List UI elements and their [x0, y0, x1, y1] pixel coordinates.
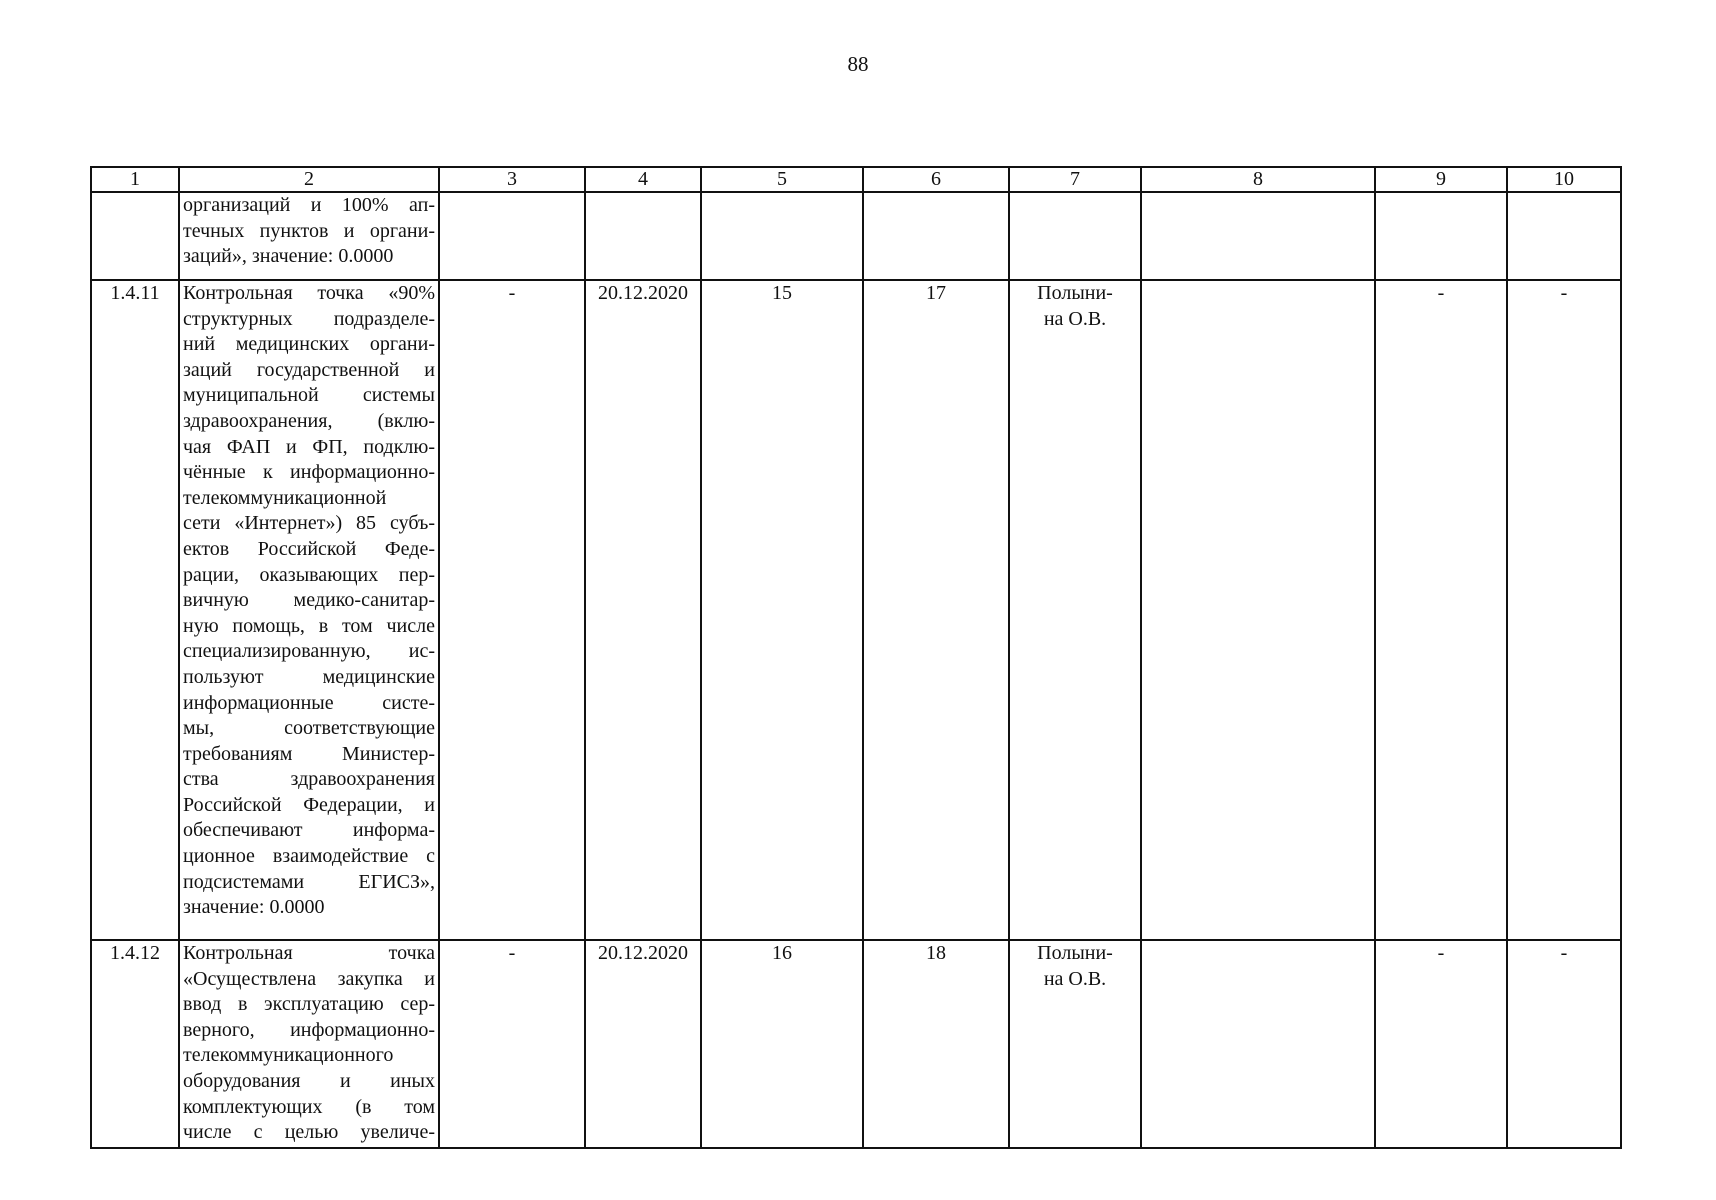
column-header: 3 [439, 167, 585, 192]
cell-col5: 15 [701, 280, 863, 940]
description-line: подсистемами ЕГИСЗ», [183, 870, 435, 893]
description-line: телекоммуникационной [183, 486, 387, 509]
responsible-line: на О.В. [1043, 307, 1107, 330]
description-line: течных пунктов и органи- [183, 219, 435, 242]
cell-col5: 16 [701, 940, 863, 1148]
row-description [179, 192, 439, 280]
description-line: пользуют медицинские [183, 665, 435, 688]
responsible-line: Полыни- [1037, 942, 1113, 964]
cell-col8 [1141, 940, 1375, 1148]
column-header: 2 [179, 167, 439, 192]
cell-col3: - [439, 280, 585, 940]
cell-col8 [1141, 280, 1375, 940]
description-line: Контрольная точка [183, 942, 435, 964]
cell-col7 [1009, 280, 1141, 940]
description-line: чая ФАП и ФП, подклю- [183, 435, 435, 458]
row-number: 1.4.11 [91, 280, 179, 940]
responsible-line: на О.В. [1043, 967, 1107, 990]
description-line: здравоохранения, (вклю- [183, 409, 435, 432]
column-header: 6 [863, 167, 1009, 192]
header-row [91, 167, 1621, 192]
description-line: ную помощь, в том числе [183, 614, 435, 637]
column-header: 9 [1375, 167, 1507, 192]
description-line: комплектующих (в том [183, 1095, 435, 1118]
table-row [91, 280, 1621, 940]
description-line: сети «Интернет») 85 субъ- [183, 512, 435, 535]
description-line: ввод в эксплуатацию сер- [183, 993, 435, 1016]
description-line: требованиям Министер- [183, 742, 435, 765]
plan-table [90, 166, 1622, 1149]
description-line: муниципальной системы [183, 384, 435, 407]
description-line: Российской Федерации, и [183, 793, 435, 816]
column-header: 1 [91, 167, 179, 192]
row-description [179, 940, 439, 1148]
cell-col6: 18 [863, 940, 1009, 1148]
description-line: рации, оказывающих пер- [183, 563, 435, 586]
cell-col7 [1009, 192, 1141, 280]
column-header: 4 [585, 167, 701, 192]
description-line: оборудования и иных [183, 1069, 435, 1092]
description-line: Контрольная точка «90% [183, 282, 435, 304]
description-line: ства здравоохранения [183, 768, 435, 791]
description-line: телекоммуникационного [183, 1044, 394, 1067]
description-line: структурных подразделе- [183, 307, 435, 330]
cell-col4 [585, 192, 701, 280]
column-header: 8 [1141, 167, 1375, 192]
cell-col9 [1375, 192, 1507, 280]
description-line: вичную медико-санитар- [183, 589, 435, 612]
description-line: мы, соответствующие [183, 717, 435, 740]
description-line: верного, информационно- [183, 1018, 435, 1041]
description-line: ний медицинских органи- [183, 333, 435, 356]
description-line: информационные систе- [183, 691, 435, 714]
cell-col10: - [1507, 940, 1621, 1148]
table-row [91, 192, 1621, 280]
cell-col6 [863, 192, 1009, 280]
cell-col7 [1009, 940, 1141, 1148]
cell-col8 [1141, 192, 1375, 280]
column-header: 10 [1507, 167, 1621, 192]
description-line: заций», значение: 0.0000 [183, 245, 394, 268]
column-header: 5 [701, 167, 863, 192]
cell-col5 [701, 192, 863, 280]
table-row [91, 940, 1621, 1148]
cell-col4: 20.12.2020 [585, 940, 701, 1148]
description-line: ционное взаимодействие с [183, 845, 435, 868]
description-line: специализированную, ис- [183, 640, 435, 663]
description-line: обеспечивают информа- [183, 819, 435, 842]
cell-col4: 20.12.2020 [585, 280, 701, 940]
description-line: значение: 0.0000 [183, 896, 325, 919]
responsible-line: Полыни- [1037, 282, 1113, 304]
cell-col9: - [1375, 280, 1507, 940]
description-line: ектов Российской Феде- [183, 537, 435, 560]
cell-col9: - [1375, 940, 1507, 1148]
cell-col10: - [1507, 280, 1621, 940]
cell-col3 [439, 192, 585, 280]
description-line: чённые к информационно- [183, 461, 435, 484]
row-description [179, 280, 439, 940]
cell-col3: - [439, 940, 585, 1148]
description-line: числе с целью увеличе- [183, 1121, 435, 1144]
cell-col10 [1507, 192, 1621, 280]
column-header: 7 [1009, 167, 1141, 192]
description-line: организаций и 100% ап- [183, 194, 435, 216]
description-line: «Осуществлена закупка и [183, 967, 435, 990]
page-number: 88 [847, 52, 869, 76]
row-number: 1.4.12 [91, 940, 179, 1148]
row-number [91, 192, 179, 280]
description-line: заций государственной и [183, 358, 435, 381]
cell-col6: 17 [863, 280, 1009, 940]
